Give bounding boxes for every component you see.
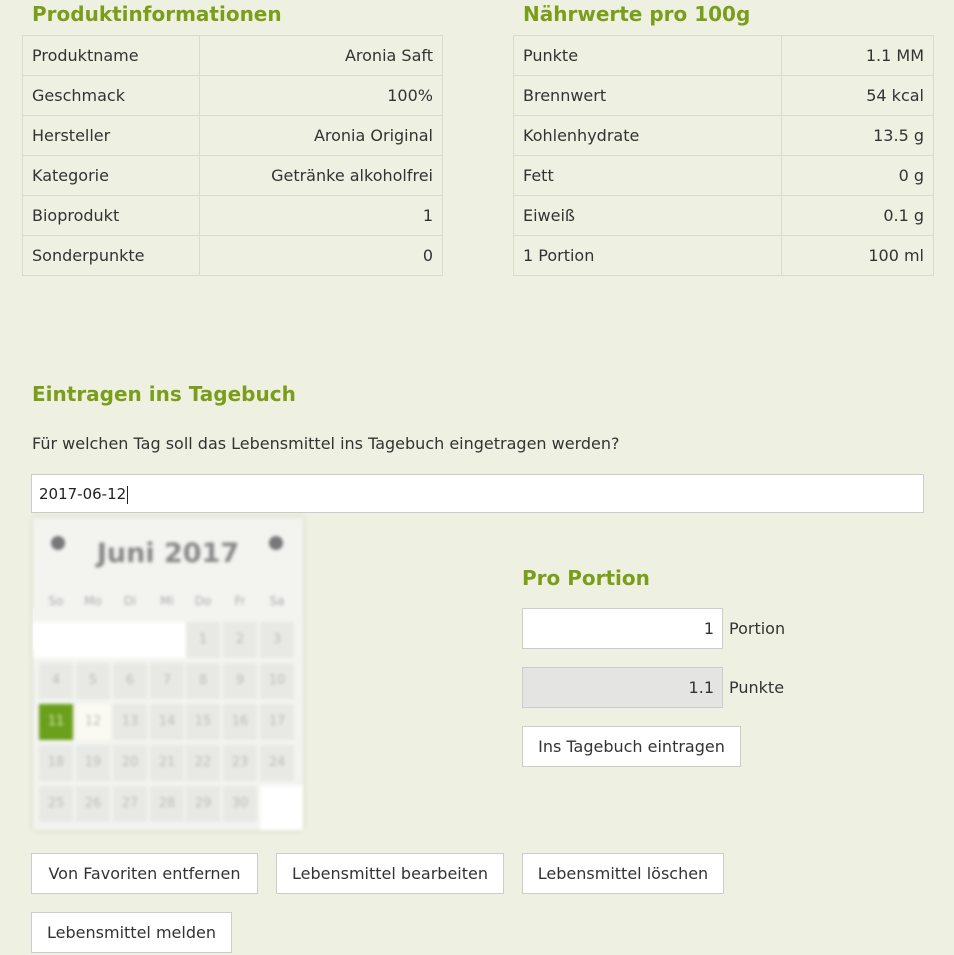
product-info-label: Bioprodukt bbox=[23, 196, 200, 236]
points-field: 1.1 bbox=[522, 667, 723, 708]
calendar-day[interactable]: 24 bbox=[260, 745, 294, 781]
calendar-day[interactable]: 13 bbox=[113, 704, 147, 740]
diary-question: Für welchen Tag soll das Lebensmittel ins Tagebuch eingetragen werden? bbox=[32, 434, 620, 453]
calendar-empty-cells bbox=[33, 622, 186, 658]
product-info-value: 1 bbox=[199, 196, 442, 236]
product-info-title: Produktinformationen bbox=[32, 2, 282, 26]
product-info-row bbox=[23, 36, 443, 76]
nutrition-row bbox=[514, 76, 934, 116]
nutrition-row bbox=[514, 36, 934, 76]
portion-title: Pro Portion bbox=[522, 566, 650, 590]
nutrition-label: Punkte bbox=[514, 36, 782, 76]
nutrition-value: 0.1 g bbox=[781, 196, 934, 236]
calendar-day[interactable]: 15 bbox=[186, 704, 220, 740]
product-info-value: Aronia Original bbox=[199, 116, 442, 156]
next-month-icon[interactable] bbox=[269, 536, 283, 550]
calendar-day[interactable]: 30 bbox=[223, 786, 257, 822]
portion-unit: Portion bbox=[729, 619, 786, 638]
calendar-day[interactable]: 17 bbox=[260, 704, 294, 740]
calendar-day[interactable]: 18 bbox=[39, 745, 73, 781]
edit-food-button[interactable]: Lebensmittel bearbeiten bbox=[276, 853, 504, 894]
nutrition-row bbox=[514, 196, 934, 236]
portion-input[interactable]: 1 bbox=[522, 608, 723, 649]
weekday-label: Sa bbox=[269, 594, 285, 608]
calendar-day[interactable]: 11 bbox=[39, 704, 73, 740]
product-info-value: 0 bbox=[199, 236, 442, 276]
calendar-day[interactable]: 4 bbox=[39, 663, 73, 699]
nutrition-row bbox=[514, 116, 934, 156]
nutrition-row bbox=[514, 236, 934, 276]
product-info-label: Hersteller bbox=[23, 116, 200, 156]
calendar-day[interactable]: 16 bbox=[223, 704, 257, 740]
product-info-value: Aronia Saft bbox=[199, 36, 442, 76]
calendar-day[interactable]: 12 bbox=[76, 704, 110, 740]
datepicker-popup[interactable] bbox=[33, 518, 303, 830]
nutrition-value: 100 ml bbox=[781, 236, 934, 276]
product-info-value: Getränke alkoholfrei bbox=[199, 156, 442, 196]
nutrition-label: Kohlenhydrate bbox=[514, 116, 782, 156]
weekday-label: Fr bbox=[234, 594, 246, 608]
datepicker-header bbox=[33, 518, 303, 588]
calendar-day[interactable]: 10 bbox=[260, 663, 294, 699]
nutrition-label: Fett bbox=[514, 156, 782, 196]
product-info-row bbox=[23, 156, 443, 196]
add-to-diary-button[interactable]: Ins Tagebuch eintragen bbox=[522, 726, 741, 767]
product-info-label: Kategorie bbox=[23, 156, 200, 196]
product-info-row bbox=[23, 196, 443, 236]
weekday-label: Mi bbox=[160, 594, 174, 608]
nutrition-label: 1 Portion bbox=[514, 236, 782, 276]
nutrition-value: 1.1 MM bbox=[781, 36, 934, 76]
product-info-table bbox=[22, 35, 443, 276]
product-info-label: Sonderpunkte bbox=[23, 236, 200, 276]
calendar-day[interactable]: 25 bbox=[39, 786, 73, 822]
nutrition-value: 54 kcal bbox=[781, 76, 934, 116]
points-unit: Punkte bbox=[729, 678, 785, 697]
product-info-row bbox=[23, 76, 443, 116]
calendar-day[interactable]: 28 bbox=[150, 786, 184, 822]
calendar-empty-cells bbox=[260, 786, 303, 830]
calendar-day[interactable]: 8 bbox=[186, 663, 220, 699]
calendar-day[interactable]: 26 bbox=[76, 786, 110, 822]
nutrition-row bbox=[514, 156, 934, 196]
nutrition-table bbox=[513, 35, 934, 276]
weekday-label: So bbox=[48, 594, 64, 608]
nutrition-value: 13.5 g bbox=[781, 116, 934, 156]
date-value: 2017-06-12 bbox=[39, 485, 127, 503]
text-caret bbox=[127, 486, 128, 504]
remove-favorite-button[interactable]: Von Favoriten entfernen bbox=[31, 853, 258, 894]
calendar-day[interactable]: 27 bbox=[113, 786, 147, 822]
delete-food-button[interactable]: Lebensmittel löschen bbox=[522, 853, 724, 894]
weekday-label: Di bbox=[123, 594, 137, 608]
diary-title: Eintragen ins Tagebuch bbox=[32, 382, 296, 406]
calendar-day[interactable]: 7 bbox=[150, 663, 184, 699]
nutrition-value: 0 g bbox=[781, 156, 934, 196]
calendar-day[interactable]: 20 bbox=[113, 745, 147, 781]
weekday-label: Do bbox=[194, 594, 212, 608]
calendar-day[interactable]: 21 bbox=[150, 745, 184, 781]
calendar-day[interactable]: 29 bbox=[186, 786, 220, 822]
weekday-label: Mo bbox=[84, 594, 102, 608]
product-info-label: Geschmack bbox=[23, 76, 200, 116]
calendar-day[interactable]: 14 bbox=[150, 704, 184, 740]
datepicker-month-title: Juni 2017 bbox=[96, 538, 240, 569]
product-info-value: 100% bbox=[199, 76, 442, 116]
product-info-label: Produktname bbox=[23, 36, 200, 76]
calendar-day[interactable]: 5 bbox=[76, 663, 110, 699]
product-info-row bbox=[23, 116, 443, 156]
calendar-day[interactable]: 22 bbox=[186, 745, 220, 781]
calendar-day[interactable]: 19 bbox=[76, 745, 110, 781]
calendar-day[interactable]: 23 bbox=[223, 745, 257, 781]
calendar-day[interactable]: 9 bbox=[223, 663, 257, 699]
calendar-day[interactable]: 6 bbox=[113, 663, 147, 699]
product-info-row bbox=[23, 236, 443, 276]
nutrition-label: Eiweiß bbox=[514, 196, 782, 236]
calendar-day[interactable]: 3 bbox=[260, 622, 294, 658]
date-input[interactable] bbox=[31, 474, 924, 513]
nutrition-title: Nährwerte pro 100g bbox=[523, 2, 751, 26]
report-food-button[interactable]: Lebensmittel melden bbox=[31, 912, 232, 953]
nutrition-label: Brennwert bbox=[514, 76, 782, 116]
calendar-day[interactable]: 2 bbox=[223, 622, 257, 658]
calendar-day[interactable]: 1 bbox=[186, 622, 220, 658]
